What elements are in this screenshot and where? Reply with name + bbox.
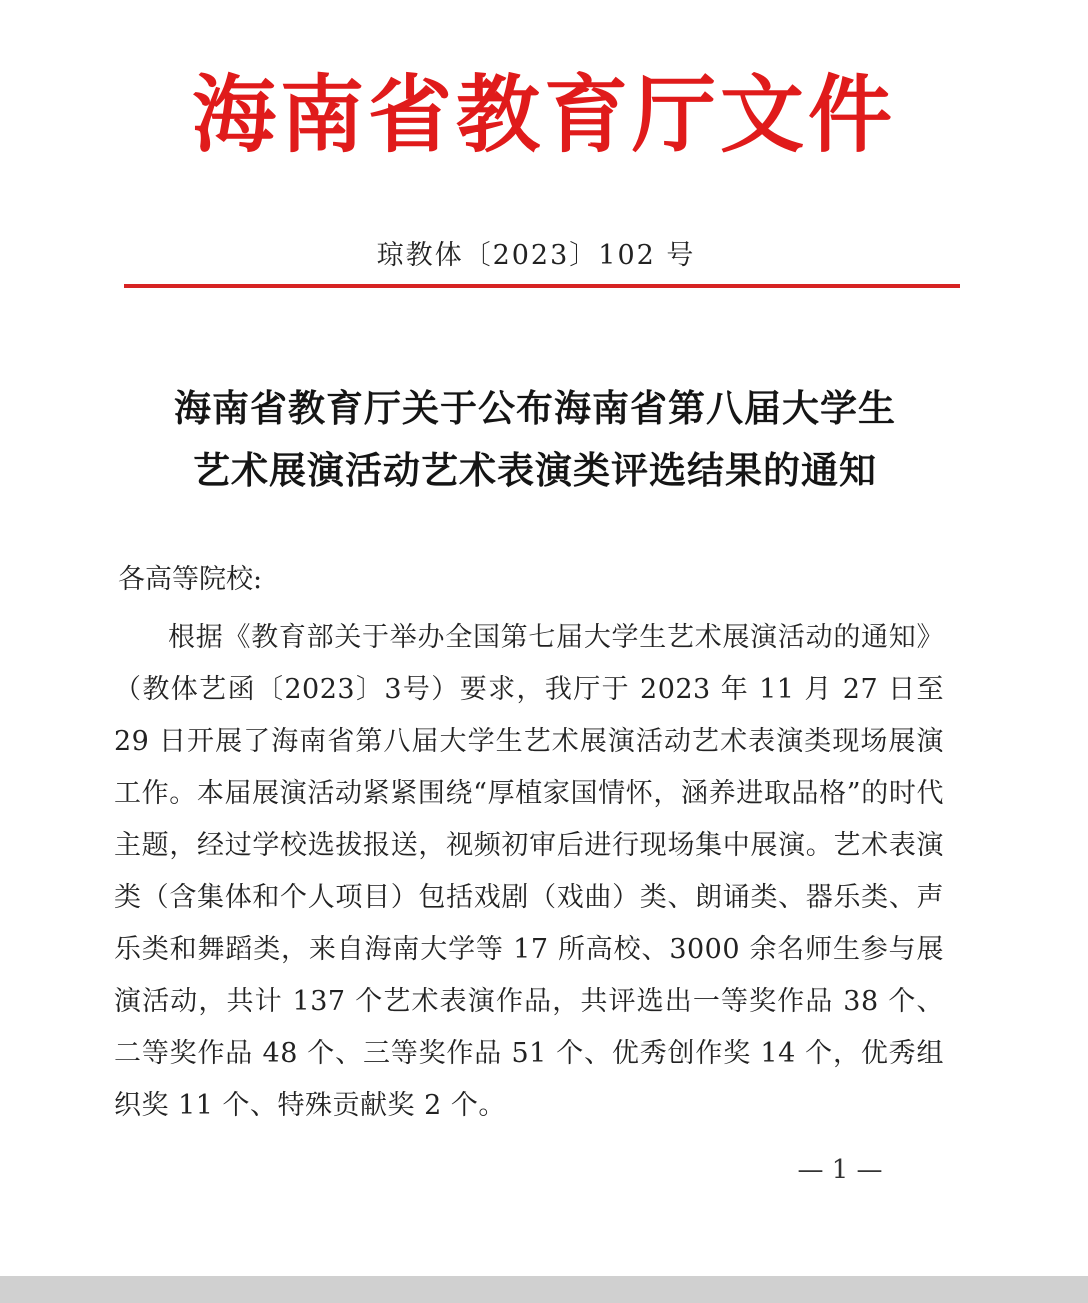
document-number: 琼教体〔2023〕102 号: [376, 240, 696, 271]
notice-title-line-2: 艺术展演活动艺术表演类评选结果的通知: [193, 449, 877, 492]
notice-title-line-1: 海南省教育厅关于公布海南省第八届大学生: [174, 387, 896, 430]
red-divider-rule: [124, 284, 960, 288]
bottom-scroll-strip: [0, 1276, 1088, 1303]
body-paragraph: 根据《教育部关于举办全国第七届大学生艺术展演活动的通知》（教体艺函〔2023〕3号）要求，我厅于 2023 年 11 月 27 日至 29 日开展了海南省第八届大学生艺术展演活动艺术表演类现场展演工作。本届展演活动紧紧围绕“厚植家国情怀，涵养进取品格”的时代主题，经过学校选拔报送，视频初审后进行现场集中展演。艺术表演类（含集体和个人项目）包括戏剧（戏曲）类、朗诵类、器乐类、声乐类和舞蹈类，来自海南大学等 17 所高校、3000 余名师生参与展演活动，共计 137 个艺术表演作品，共评选出一等奖作品 38 个、二等奖作品 48 个、三等奖作品 51 个、优秀创作奖 14 个，优秀组织奖 11 个、特殊贡献奖 2 个。: [114, 622, 944, 1121]
page-number: — 1 —: [797, 1155, 883, 1185]
masthead-title: 海南省教育厅文件: [191, 65, 896, 164]
salutation: 各高等院校:: [118, 564, 263, 595]
notice-title: [0, 378, 1070, 502]
